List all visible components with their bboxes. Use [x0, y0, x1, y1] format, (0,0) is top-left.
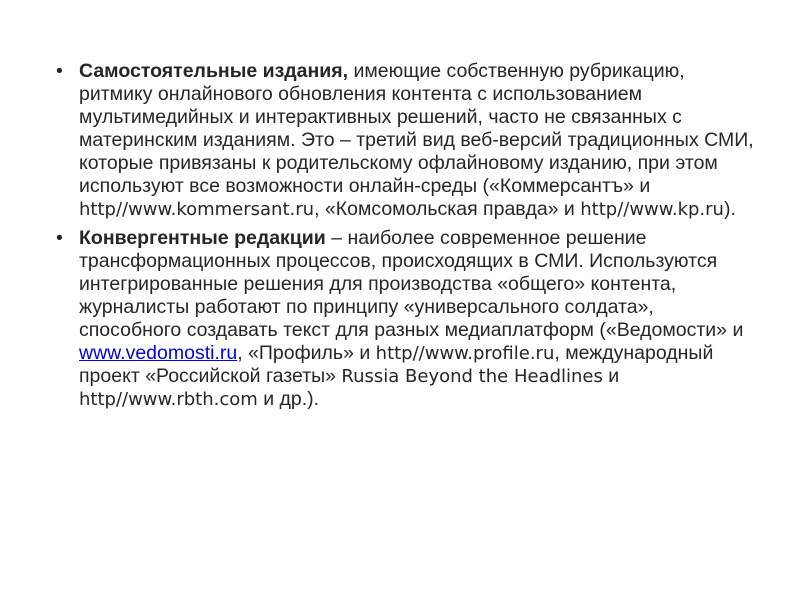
url-rbth: http//www.rbth.com — [79, 389, 258, 410]
url-kommersant: http//www.kommersant.ru — [79, 199, 315, 220]
bullet-dot-icon: • — [56, 227, 63, 249]
body-text: , «Комсомольская правда» и — [314, 198, 581, 220]
bullet-item-convergent-newsrooms — [56, 227, 756, 411]
bullet-dot-icon: • — [56, 60, 63, 82]
body-text: и др.). — [257, 388, 320, 410]
url-kp: http//www.kp.ru — [580, 199, 724, 220]
body-text: ). — [723, 198, 736, 220]
bullet-item-standalone-editions — [56, 60, 756, 221]
link-vedomosti[interactable]: www.vedomosti.ru — [79, 342, 238, 364]
term-standalone-editions: Самостоятельные издания, — [79, 60, 349, 82]
term-convergent-newsrooms: Конвергентные редакции — [79, 227, 326, 249]
url-profile: http//www.profile.ru — [375, 343, 555, 364]
body-text: имеющие собственную рубрикацию, ритмику онлайнового обновления контента с использованием мультимедийных и интерактивных решений, часто не связанных с материнским изданиям. Это – третий вид веб-версий традиционных СМИ, которые привязаны к родительскому офлайновому изданию, при этом используют все возможности онлайн-среды («Коммерсантъ» и — [79, 60, 754, 197]
body-text: и — [602, 365, 620, 387]
body-text: , «Профиль» и — [237, 342, 376, 364]
body-text: , международный проект «Российской газеты» — [79, 342, 714, 387]
body-text: – наиболее современное решение трансформационных процессов, происходящих в СМИ. Используются интегрированные решения для производства «общего» контента, журналисты работают по принципу «универсального солдата», способного создавать текст для разных медиаплатформ («Ведомости» и — [79, 227, 744, 341]
text-russia-beyond: Russia Beyond the Headlines — [341, 366, 603, 387]
bullet-list — [56, 60, 756, 417]
